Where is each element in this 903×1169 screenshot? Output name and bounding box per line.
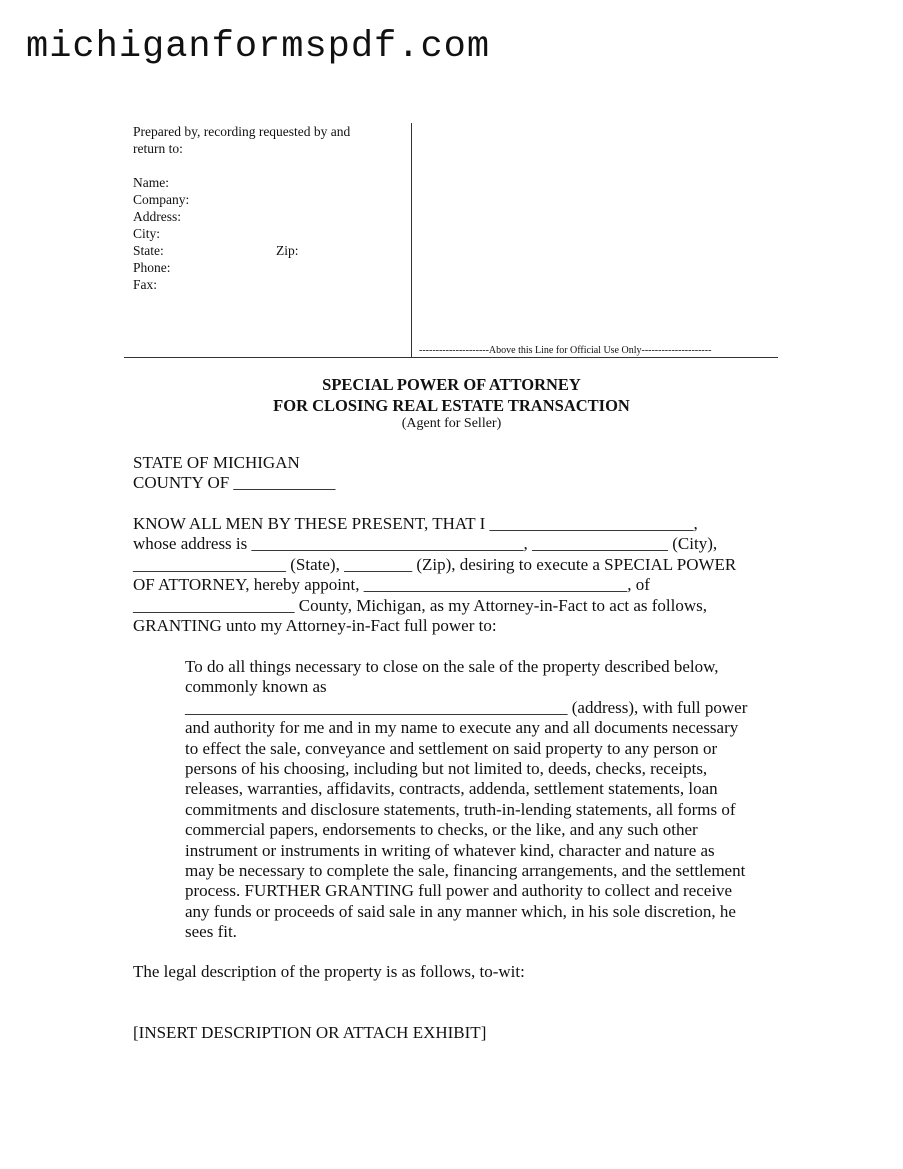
prepared-heading-line1: Prepared by, recording requested by and: [133, 124, 351, 139]
document-subtitle: (Agent for Seller): [401, 416, 502, 431]
phone-label: Phone:: [133, 260, 171, 275]
paragraph-line: may be necessary to complete the sale, financing arrangements, and the settlement: [185, 861, 746, 881]
document-title-line1: SPECIAL POWER OF ATTORNEY: [322, 375, 581, 394]
city-label: City:: [133, 226, 161, 241]
company-label: Company:: [133, 192, 190, 207]
paragraph-line: KNOW ALL MEN BY THESE PRESENT, THAT I ________________________,: [133, 514, 698, 533]
insert-exhibit-placeholder: [INSERT DESCRIPTION OR ATTACH EXHIBIT]: [133, 1023, 487, 1042]
paragraph-line: ___________________ County, Michigan, as my Attorney-in-Fact to act as follows,: [133, 595, 707, 615]
state-label: State:: [133, 243, 164, 258]
zip-label: Zip:: [276, 243, 299, 258]
document-title-line2: FOR CLOSING REAL ESTATE TRANSACTION: [273, 396, 630, 415]
paragraph-line: whose address is ________________________________, ________________ (City),: [133, 534, 718, 554]
legal-description-intro: The legal description of the property is as follows, to-wit:: [133, 962, 525, 981]
paragraph-line: persons of his choosing, including but not limited to, deeds, checks, receipts,: [185, 759, 708, 779]
paragraph-line: sees fit.: [185, 922, 237, 942]
paragraph-line: GRANTING unto my Attorney-in-Fact full power to:: [133, 616, 497, 636]
prepared-heading-line2: return to:: [133, 141, 183, 156]
recording-divider-vertical: [411, 123, 412, 357]
paragraph-line: commonly known as: [185, 677, 327, 697]
paragraph-line: releases, warranties, affidavits, contracts, addenda, settlement statements, loan: [185, 779, 718, 799]
paragraph-line: any funds or proceeds of said sale in any manner which, in his sole discretion, he: [185, 901, 736, 921]
paragraph-line: process. FURTHER GRANTING full power and authority to collect and receive: [185, 881, 733, 901]
paragraph-line: __________________ (State), ________ (Zip), desiring to execute a SPECIAL POWER: [133, 554, 737, 574]
paragraph-line: commercial papers, endorsements to checks, or the like, and any such other: [185, 820, 698, 840]
paragraph-line: to effect the sale, conveyance and settlement on said property to any person or: [185, 738, 718, 758]
paragraph-line: and authority for me and in my name to execute any and all documents necessary: [185, 718, 739, 738]
official-use-note: ---------------------Above this Line for Official Use Only---------------------: [419, 345, 712, 356]
recording-divider-horizontal: [124, 357, 778, 358]
venue-state: STATE OF MICHIGAN: [133, 453, 300, 472]
venue-block: [133, 453, 773, 494]
powers-paragraph: [185, 657, 765, 943]
paragraph-line: _____________________________________________ (address), with full power: [185, 697, 748, 717]
paragraph-line: To do all things necessary to close on the sale of the property described below,: [185, 657, 719, 676]
paragraph-line: OF ATTORNEY, hereby appoint, _______________________________, of: [133, 575, 650, 595]
site-watermark: michiganformspdf.com: [26, 26, 491, 68]
know-all-paragraph: [133, 514, 773, 636]
fax-label: Fax:: [133, 277, 158, 292]
paragraph-line: commitments and disclosure statements, truth-in-lending statements, all forms of: [185, 799, 736, 819]
address-label: Address:: [133, 209, 181, 224]
paragraph-line: instrument or instruments in writing of whatever kind, character and nature as: [185, 840, 715, 860]
prepared-by-block: [133, 123, 403, 293]
venue-county: COUNTY OF ____________: [133, 473, 336, 493]
name-label: Name:: [133, 175, 169, 190]
